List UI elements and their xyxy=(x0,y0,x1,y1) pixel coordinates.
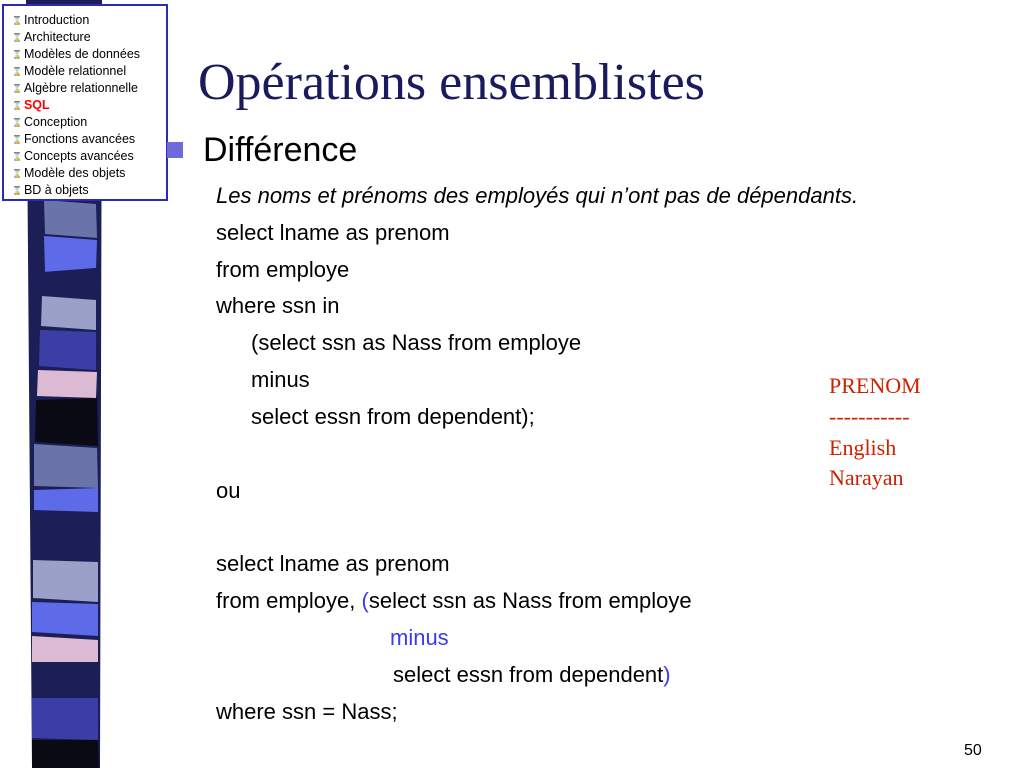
hourglass-icon: ⌛ xyxy=(12,169,22,178)
result-header: PRENOM xyxy=(829,373,921,398)
nav-item-introduction[interactable] xyxy=(12,12,166,29)
page-number: 50 xyxy=(964,742,982,759)
nav-item-label: Modèle relationnel xyxy=(23,64,127,78)
query1-line: minus xyxy=(251,367,310,392)
nav-item-label: Modèle des objets xyxy=(23,166,126,180)
nav-item-label: Modèles de données xyxy=(23,47,141,61)
nav-item-concepts-avancees[interactable] xyxy=(12,148,166,165)
nav-item-label: Conception xyxy=(23,115,88,129)
square-bullet-icon xyxy=(167,142,183,158)
query1-line: select lname as prenom xyxy=(216,220,450,245)
page-title: Opérations ensemblistes xyxy=(198,54,705,111)
nav-item-label: BD à objets xyxy=(23,183,89,197)
separator-text: ou xyxy=(216,478,241,503)
query2-text: select ssn as Nass from employe xyxy=(368,588,692,613)
query1-line: (select ssn as Nass from employe xyxy=(251,330,582,355)
hourglass-icon: ⌛ xyxy=(12,152,22,161)
query2-line xyxy=(393,661,671,689)
open-paren: ( xyxy=(361,588,369,613)
bullet-text: Différence xyxy=(203,131,358,169)
query1-line: where ssn in xyxy=(216,293,340,318)
query2-text: select essn from dependent xyxy=(393,662,664,687)
query1-line: select essn from dependent); xyxy=(251,404,535,429)
nav-item-label: Concepts avancées xyxy=(23,149,134,163)
hourglass-icon: ⌛ xyxy=(12,135,22,144)
nav-item-label: Architecture xyxy=(23,30,91,44)
nav-item-sql[interactable] xyxy=(12,97,166,114)
nav-item-algebre-relationnelle[interactable] xyxy=(12,80,166,97)
hourglass-icon: ⌛ xyxy=(12,67,22,76)
hourglass-icon: ⌛ xyxy=(12,118,22,127)
hourglass-icon: ⌛ xyxy=(12,50,22,59)
query2-text: from employe, xyxy=(216,588,362,613)
hourglass-icon: ⌛ xyxy=(12,16,22,25)
nav-item-label: Algèbre relationnelle xyxy=(23,81,138,95)
nav-item-modele-des-objets[interactable] xyxy=(12,165,166,182)
query2-line: select lname as prenom xyxy=(216,551,450,576)
hourglass-icon: ⌛ xyxy=(12,84,22,93)
query2-line: where ssn = Nass; xyxy=(216,699,398,724)
query2-line xyxy=(216,587,692,615)
nav-item-conception[interactable] xyxy=(12,114,166,131)
query1-line: from employe xyxy=(216,257,350,282)
query-description: Les noms et prénoms des employés qui n’ont pas de dépendants. xyxy=(216,183,859,208)
nav-menu xyxy=(2,4,168,201)
nav-item-bd-a-objets[interactable] xyxy=(12,182,166,199)
hourglass-icon: ⌛ xyxy=(12,33,22,42)
nav-item-modeles-de-donnees[interactable] xyxy=(12,46,166,63)
result-divider: ----------- xyxy=(829,404,910,429)
result-row: Narayan xyxy=(829,465,904,490)
nav-item-label: SQL xyxy=(23,98,50,112)
nav-item-modele-relationnel[interactable] xyxy=(12,63,166,80)
nav-item-fonctions-avancees[interactable] xyxy=(12,131,166,148)
nav-item-label: Fonctions avancées xyxy=(23,132,136,146)
result-row: English xyxy=(829,435,897,460)
close-paren: ) xyxy=(663,662,671,687)
query2-minus: minus xyxy=(390,625,449,650)
hourglass-icon: ⌛ xyxy=(12,186,22,195)
bullet-heading xyxy=(167,128,357,172)
hourglass-icon: ⌛ xyxy=(12,101,22,110)
nav-item-architecture[interactable] xyxy=(12,29,166,46)
nav-item-label: Introduction xyxy=(23,13,90,27)
